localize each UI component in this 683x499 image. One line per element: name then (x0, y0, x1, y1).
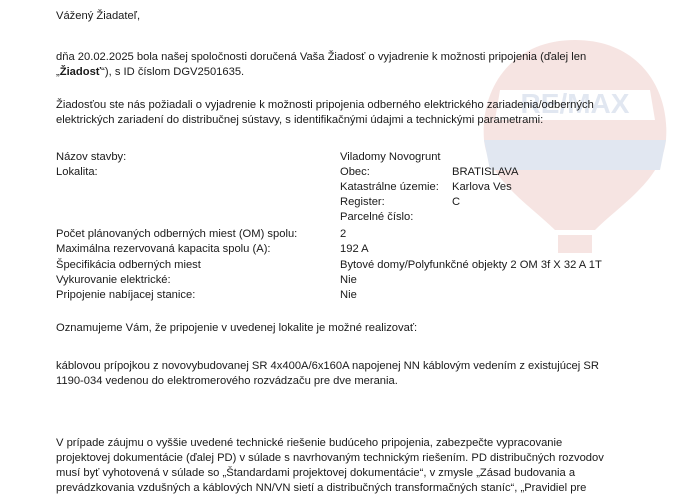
request-term: Žiadosť (59, 66, 102, 78)
building-value: Viladomy Novogrunt (340, 151, 441, 163)
spec-label: Špecifikácia odberných miest (56, 259, 201, 271)
cadastral-value: Karlova Ves (452, 181, 512, 193)
om-count-value: 2 (340, 228, 347, 240)
cable-line-1: káblovou prípojkou z novovybudovanej SR 4x400A/6x160A napojenej NN káblovým vedením z existujúcej SR (56, 360, 599, 372)
parcel-label: Parcelné číslo: (340, 211, 414, 223)
locality-label: Lokalita: (56, 166, 98, 178)
heating-label: Vykurovanie elektrické: (56, 274, 171, 286)
register-value: C (452, 196, 461, 208)
intro-id: “), s ID číslom DGV2501635. (101, 66, 245, 78)
heating-value: Nie (340, 274, 357, 286)
intro-line-2 (56, 65, 244, 80)
municipality-value: BRATISLAVA (452, 166, 519, 178)
cadastral-label: Katastrálne územie: (340, 181, 439, 193)
spec-value: Bytové domy/Polyfunkčné objekty 2 OM 3f X 32 A 1T (340, 259, 602, 271)
intro-line-1: dňa 20.02.2025 bola našej spoločnosti doručená Vaša Žiadosť o vyjadrenie k možnosti pripojenia (ďalej len (56, 51, 587, 63)
final-line-3: musí byť vyhotovená v súlade so „Štandardami projektovej dokumentácie“, v zmysle „Zásad budovania a (56, 467, 576, 479)
watermark-text: RE/MAX (520, 88, 630, 119)
intro-quote-open: „ (56, 66, 60, 78)
building-label: Názov stavby: (56, 151, 127, 163)
capacity-value: 192 A (340, 243, 369, 255)
om-count-label: Počet plánovaných odberných miest (OM) spolu: (56, 228, 298, 240)
capacity-label: Maximálna rezervovaná kapacita spolu (A): (56, 243, 271, 255)
announcement: Oznamujeme Vám, že pripojenie v uvedenej lokalite je možné realizovať: (56, 322, 418, 334)
final-line-4: prevádzkovania vzdušných a káblových NN/VN sietí a distribučných transformačných staníc“, „Pravidiel pre (56, 482, 587, 494)
charging-value: Nie (340, 289, 357, 301)
cable-line-2: 1190-034 vedenou do elektromerového rozvádzaču pre dve merania. (56, 375, 398, 387)
charging-label: Pripojenie nabíjacej stanice: (56, 289, 196, 301)
municipality-label: Obec: (340, 166, 370, 178)
final-line-1: V prípade záujmu o vyššie uvedené technické riešenie budúceho pripojenia, zabezpečte vypracovanie (56, 437, 563, 449)
greeting: Vážený Žiadateľ, (56, 10, 141, 22)
final-line-2: projektovej dokumentácie (ďalej PD) v súlade s navrhovaným technickým riešením. PD distribučných rozvodov (56, 452, 604, 464)
request-line-2: elektrických zariadení do distribučnej sústavy, s identifikačnými údajmi a technickými parametrami: (56, 114, 544, 126)
register-label: Register: (340, 196, 385, 208)
request-line-1: Žiadosťou ste nás požiadali o vyjadrenie k možnosti pripojenia odberného elektrického zariadenia/odberných (56, 99, 594, 111)
